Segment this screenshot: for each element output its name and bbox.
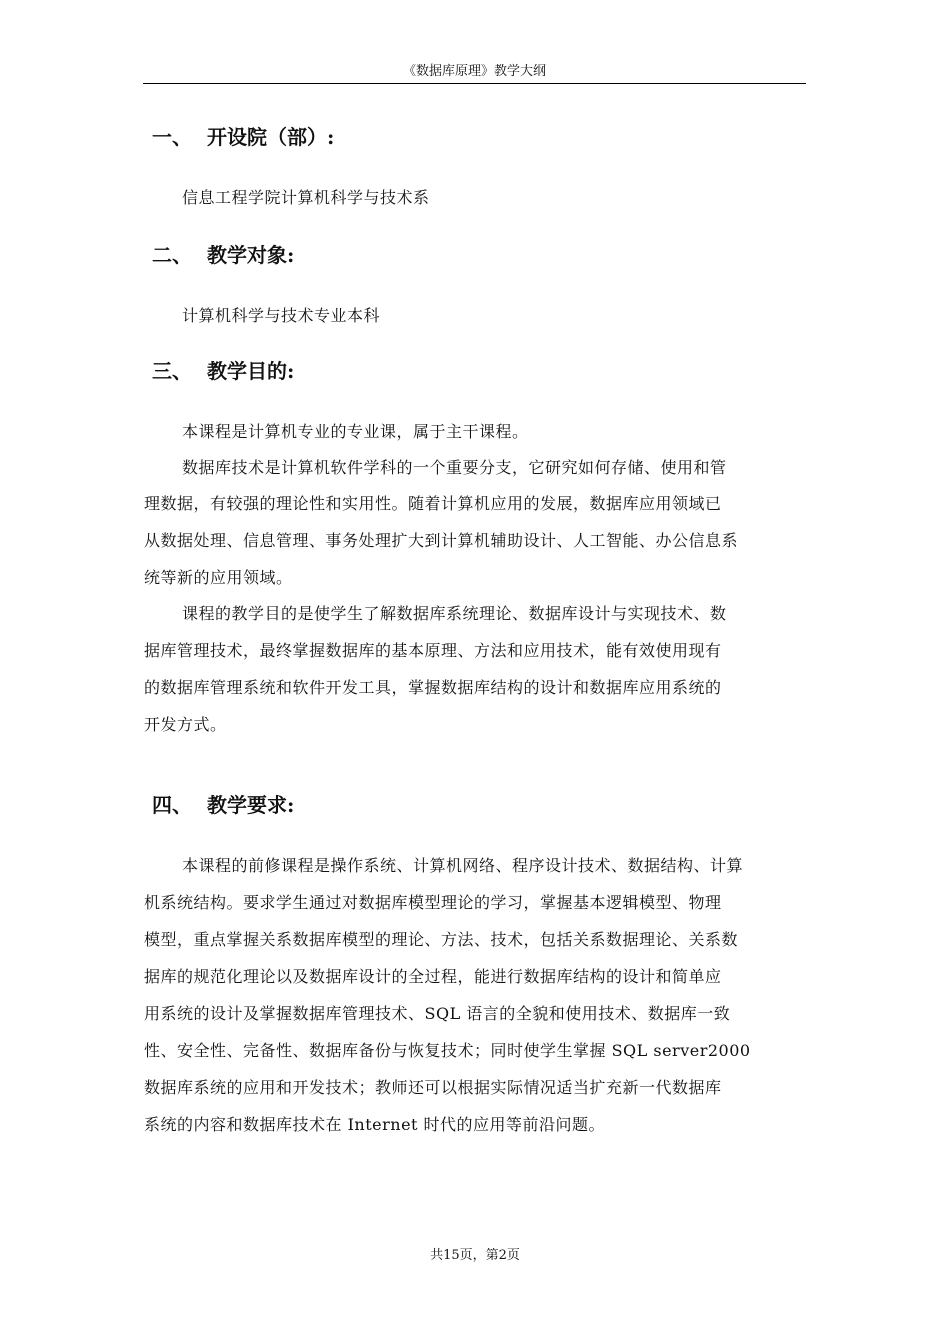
section-number: 一、	[152, 125, 192, 149]
section-number: 三、	[152, 359, 192, 383]
section-heading-3	[152, 356, 294, 386]
section-heading-4	[152, 790, 294, 820]
paragraph-line: 数据库系统的应用和开发技术；教师还可以根据实际情况适当扩充新一代数据库	[144, 1078, 722, 1097]
paragraph-line: 理数据，有较强的理论性和实用性。随着计算机应用的发展，数据库应用领域已	[144, 494, 722, 513]
section-heading-1	[152, 122, 334, 152]
paragraph-line: 性、安全性、完备性、数据库备份与恢复技术；同时使学生掌握 SQL server2000	[144, 1041, 751, 1060]
paragraph-line: 本课程的前修课程是操作系统、计算机网络、程序设计技术、数据结构、计算	[182, 856, 744, 875]
paragraph-line: 数据库技术是计算机软件学科的一个重要分支，它研究如何存储、使用和管	[182, 458, 727, 477]
paragraph-line: 计算机科学与技术专业本科	[182, 306, 381, 325]
section-title: 开设院（部）:	[207, 125, 335, 149]
header-divider	[143, 83, 806, 84]
paragraph-line: 用系统的设计及掌握数据库管理技术、SQL 语言的全貌和使用技术、数据库一致	[144, 1004, 731, 1023]
paragraph-line: 本课程是计算机专业的专业课，属于主干课程。	[182, 422, 529, 441]
paragraph-line: 据库管理技术，最终掌握数据库的基本原理、方法和应用技术，能有效使用现有	[144, 641, 722, 660]
paragraph-line: 系统的内容和数据库技术在 Internet 时代的应用等前沿问题。	[144, 1115, 606, 1134]
section-heading-2	[152, 240, 294, 270]
paragraph-line: 机系统结构。要求学生通过对数据库模型理论的学习，掌握基本逻辑模型、物理	[144, 893, 722, 912]
page-header: 《数据库原理》教学大纲	[402, 64, 546, 79]
section-title: 教学目的:	[207, 359, 295, 383]
section-number: 二、	[152, 243, 192, 267]
paragraph-line: 课程的教学目的是使学生了解数据库系统理论、数据库设计与实现技术、数	[182, 604, 727, 623]
paragraph-line: 据库的规范化理论以及数据库设计的全过程，能进行数据库结构的设计和简单应	[144, 967, 722, 986]
section-title: 教学对象:	[207, 243, 295, 267]
section-number: 四、	[152, 793, 192, 817]
paragraph-line: 从数据处理、信息管理、事务处理扩大到计算机辅助设计、人工智能、办公信息系	[144, 531, 739, 550]
page-footer: 共15页，第2页	[430, 1248, 520, 1263]
section-title: 教学要求:	[207, 793, 295, 817]
paragraph-line: 信息工程学院计算机科学与技术系	[182, 188, 430, 207]
paragraph-line: 模型，重点掌握关系数据库模型的理论、方法、技术，包括关系数据理论、关系数	[144, 930, 739, 949]
paragraph-line: 的数据库管理系统和软件开发工具，掌握数据库结构的设计和数据库应用系统的	[144, 678, 722, 697]
paragraph-line: 统等新的应用领域。	[144, 568, 293, 587]
paragraph-line: 开发方式。	[144, 715, 227, 734]
